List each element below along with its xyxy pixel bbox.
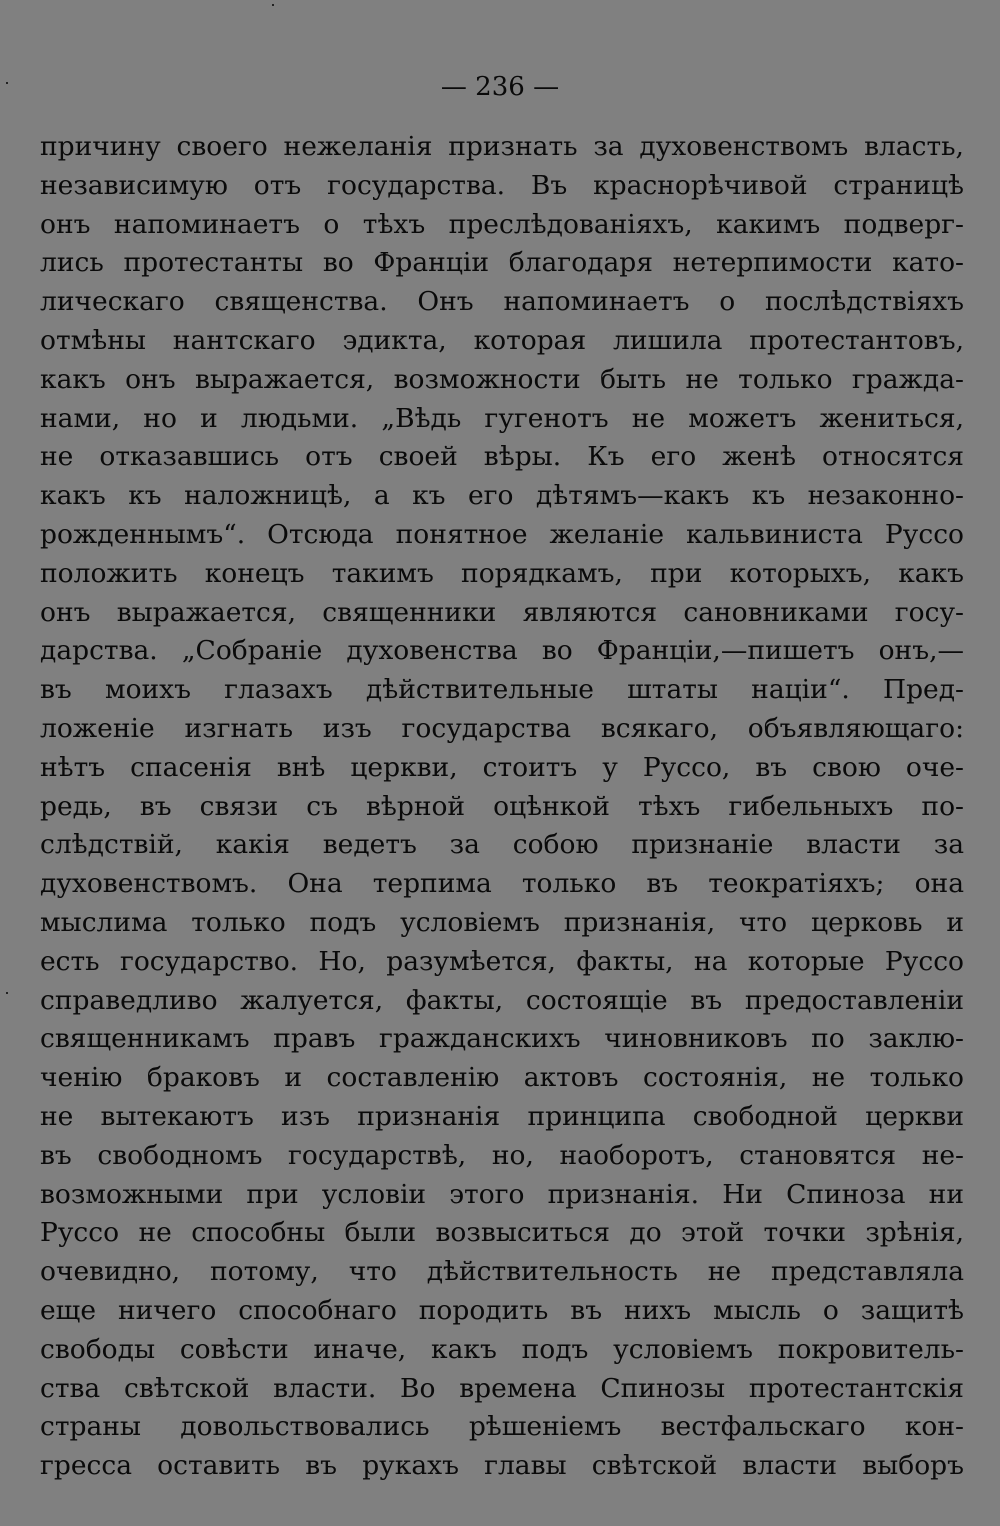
text-line: отмѣны нантскаго эдикта, которая лишила протестантовъ, xyxy=(40,324,964,356)
text-line: ложеніе изгнать изъ государства всякаго, объявляющаго: xyxy=(40,712,964,744)
text-line: справедливо жалуется, факты, состоящіе въ предоставленіи xyxy=(40,984,964,1016)
text-line: свободы совѣсти иначе, какъ подъ условіемъ покровитель- xyxy=(40,1333,964,1365)
text-line: не вытекаютъ изъ признанія принципа свободной церкви xyxy=(40,1100,964,1132)
text-line: рожденнымъ“. Отсюда понятное желаніе кальвиниста Руссо xyxy=(40,518,964,550)
text-line: мыслима только подъ условіемъ признанія, что церковь и xyxy=(40,906,964,938)
text-line: дарства. „Собраніе духовенства во Франціи,—пишетъ онъ,— xyxy=(40,635,964,667)
text-line: положить конецъ такимъ порядкамъ, при которыхъ, какъ xyxy=(40,557,964,589)
text-line: онъ напоминаетъ о тѣхъ преслѣдованіяхъ, какимъ подверг- xyxy=(40,208,964,240)
text-line: есть государство. Но, разумѣется, факты, на которые Руссо xyxy=(40,945,964,977)
page-number: — 236 — xyxy=(440,72,560,102)
text-line: ства свѣтской власти. Во времена Спинозы протестантскія xyxy=(40,1372,964,1404)
text-line: какъ онъ выражается, возможности быть не только гражда- xyxy=(40,363,964,395)
text-line: священникамъ правъ гражданскихъ чиновниковъ по заклю- xyxy=(40,1023,964,1055)
text-line: еще ничего способнаго породить въ нихъ мысль о защитѣ xyxy=(40,1294,964,1326)
text-line: духовенствомъ. Она терпима только въ теократіяхъ; она xyxy=(40,868,964,900)
text-line: лическаго священства. Онъ напоминаетъ о послѣдствіяхъ xyxy=(40,286,964,318)
text-line: гресса оставить въ рукахъ главы свѣтской власти выборъ xyxy=(40,1450,964,1482)
text-line: лись протестанты во Франціи благодаря нетерпимости като- xyxy=(40,247,964,279)
text-line: страны довольствовались рѣшеніемъ вестфальскаго кон- xyxy=(40,1411,964,1443)
text-line: редь, въ связи съ вѣрной оцѣнкой тѣхъ гибельныхъ по- xyxy=(40,790,964,822)
text-line: въ свободномъ государствѣ, но, наоборотъ, становятся не- xyxy=(40,1139,964,1171)
text-line: независимую отъ государства. Въ краснорѣчивой страницѣ xyxy=(40,169,964,201)
text-line: слѣдствій, какія ведетъ за собою признаніе власти за xyxy=(40,829,964,861)
text-line: не отказавшись отъ своей вѣры. Къ его женѣ относятся xyxy=(40,441,964,473)
text-line: причину своего нежеланія признать за духовенствомъ власть, xyxy=(40,131,964,162)
body-text xyxy=(40,128,964,1486)
text-line: онъ выражается, священники являются сановниками госу- xyxy=(40,596,964,628)
text-line: возможными при условіи этого признанія. Ни Спиноза ни xyxy=(40,1178,964,1210)
text-line: нами, но и людьми. „Вѣдь гугенотъ не можетъ жениться, xyxy=(40,402,964,434)
text-line: очевидно, потому, что дѣйствительность не представляла xyxy=(40,1256,964,1288)
text-line: нѣтъ спасенія внѣ церкви, стоитъ у Руссо, въ свою оче- xyxy=(40,751,964,783)
text-line: какъ къ наложницѣ, а къ его дѣтямъ—какъ къ незаконно- xyxy=(40,480,964,512)
text-line: ченію браковъ и составленію актовъ состоянія, не только xyxy=(40,1062,964,1094)
scan-speck xyxy=(6,992,8,994)
text-line: Руссо не способны были возвыситься до этой точки зрѣнія, xyxy=(40,1217,964,1249)
scan-speck xyxy=(272,4,274,6)
text-line: въ моихъ глазахъ дѣйствительные штаты націи“. Пред- xyxy=(40,674,964,706)
